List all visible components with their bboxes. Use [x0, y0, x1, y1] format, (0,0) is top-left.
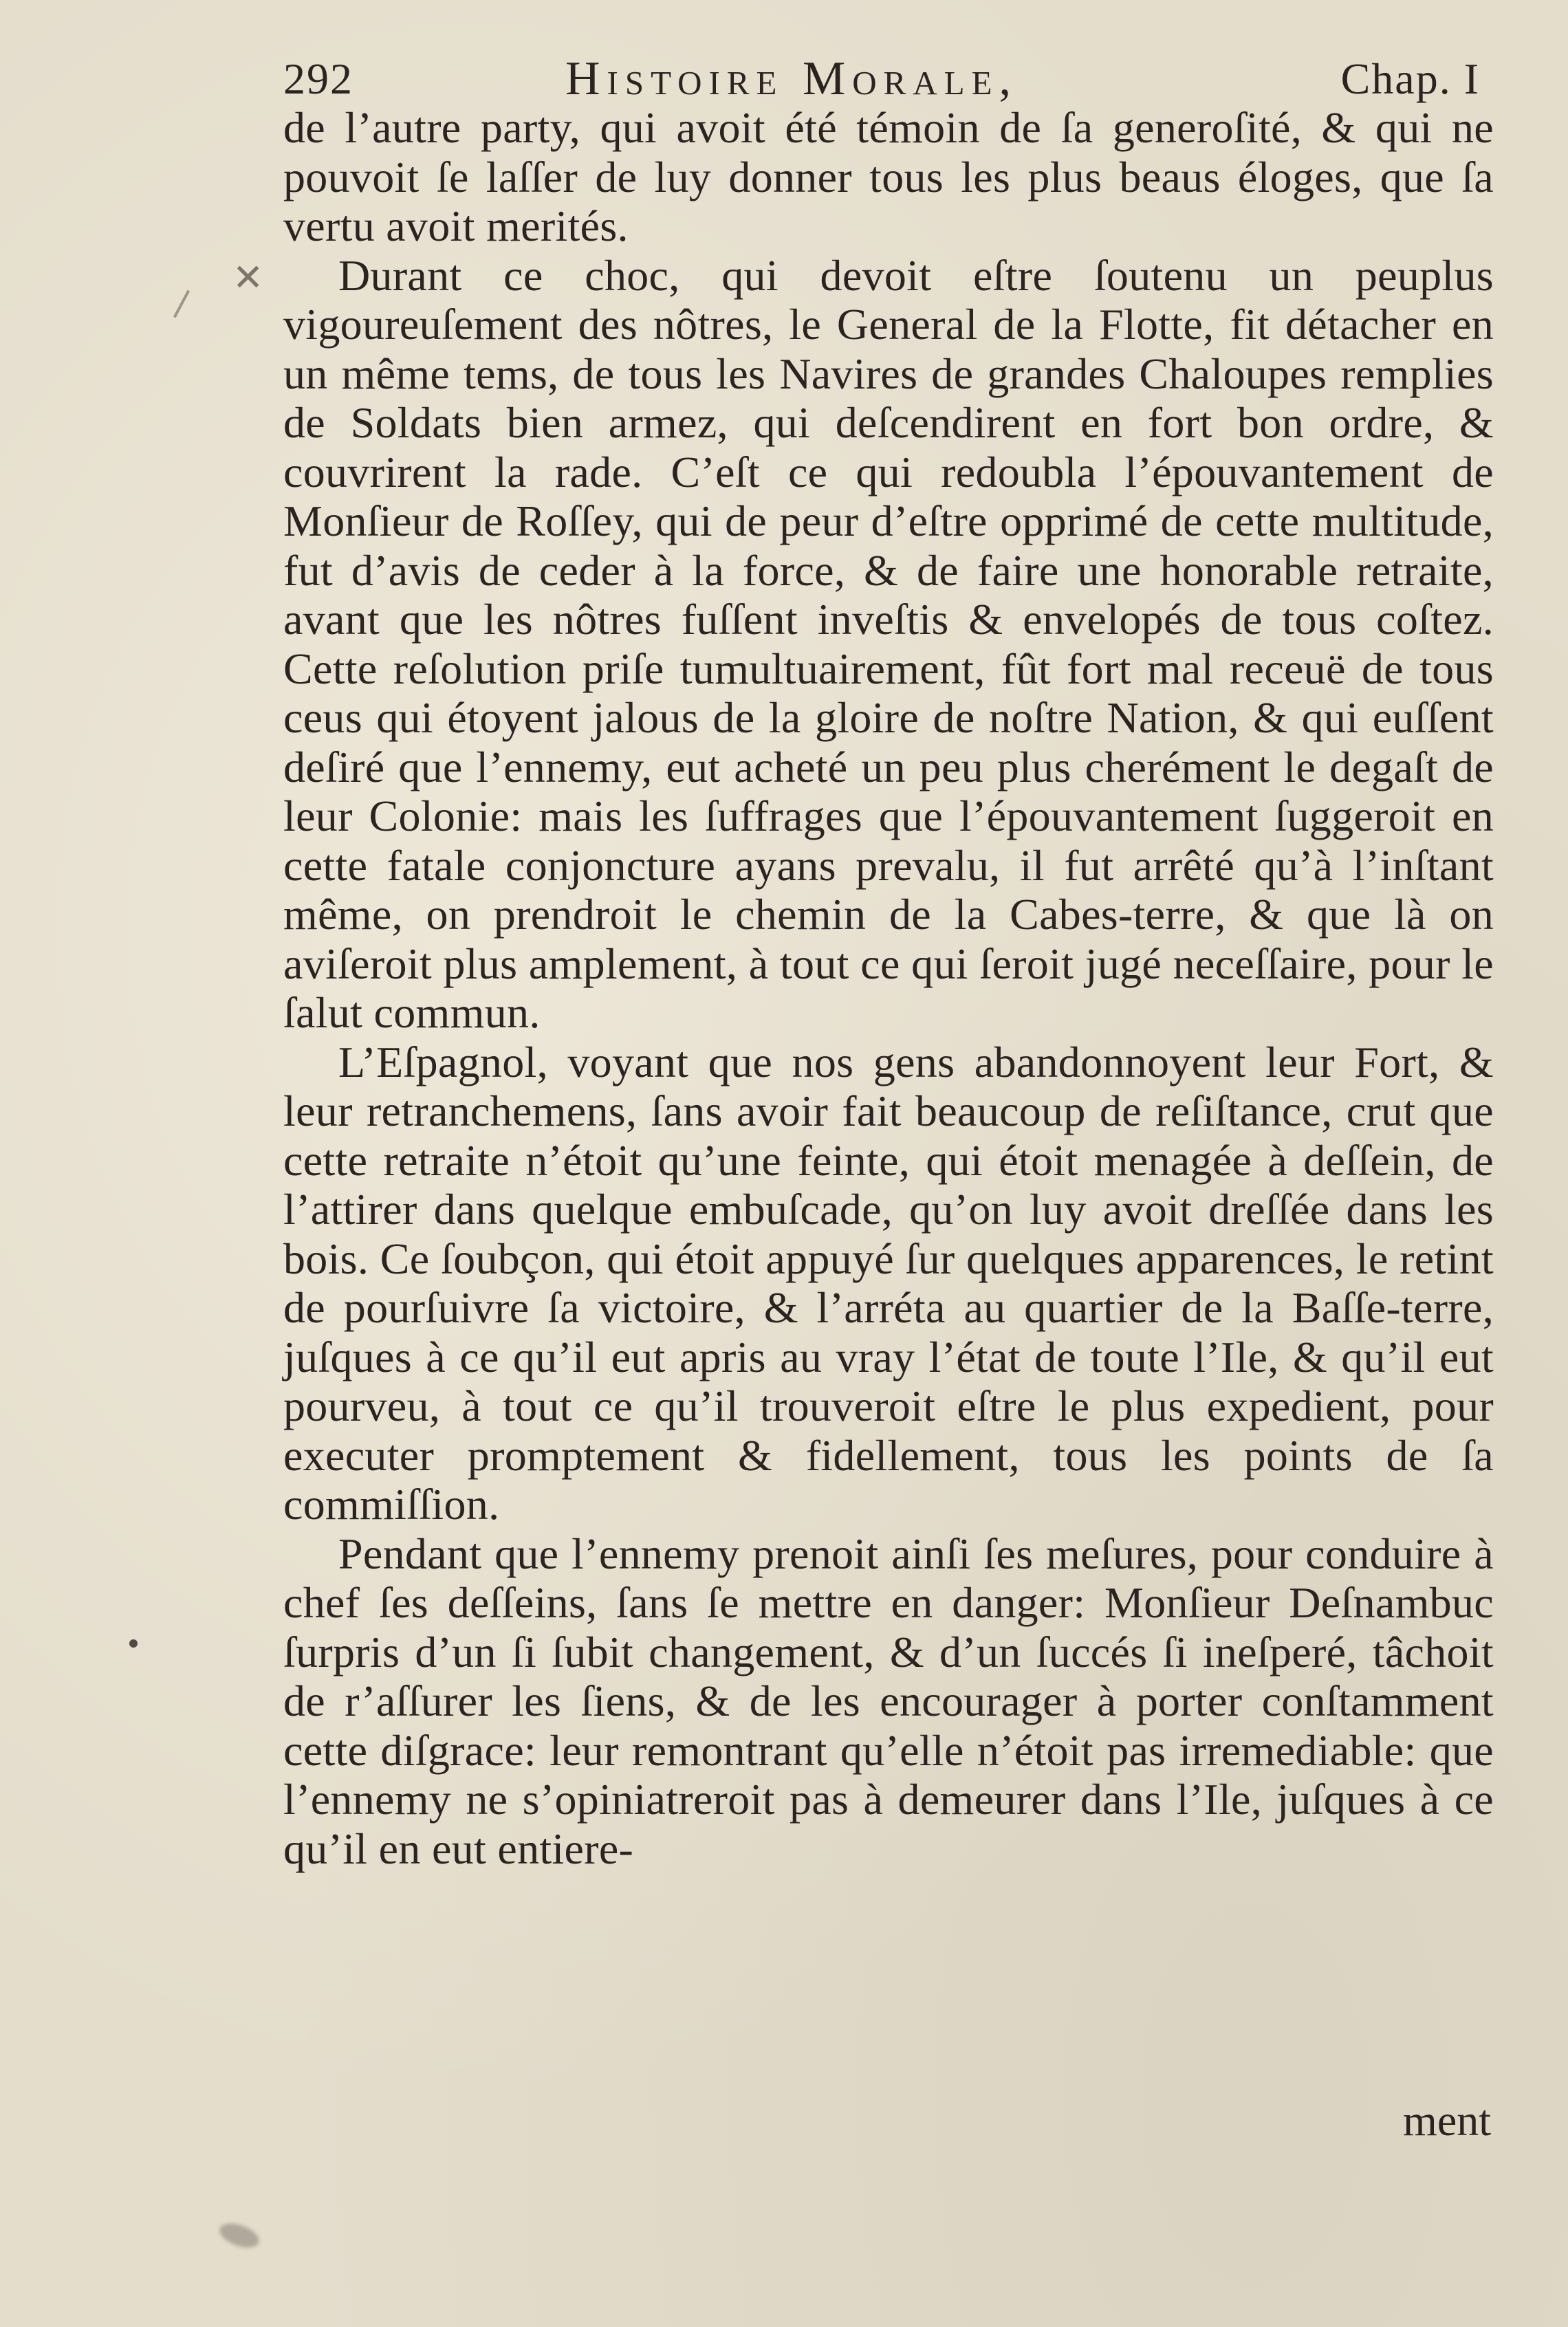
catchword: ment [1403, 2096, 1491, 2145]
paragraph: L’Eſpagnol, voyant que nos gens abandonnoyent leur Fort, & leur retranchemens, ſans avoir fait beaucoup de reſiſtance, crut que cette retraite n’étoit qu’une feinte, qui étoit menagée à deſſein, de l’attirer dans quelque embuſcade, qu’on luy avoit dreſſée dans les bois. Ce ſoubçon, qui étoit appuyé ſur quelques apparences, le retint de pourſuivre ſa victoire, & l’arréta au quartier de la Baſſe-terre, juſques à ce qu’il eut apris au vray l’état de toute l’Ile, & qu’il eut pourveu, à tout ce qu’il trouveroit eſtre le plus expedient, pour executer promptement & fidellement, tous les points de ſa commiſſion. [283, 1037, 1494, 1529]
margin-tick-mark [173, 290, 190, 318]
running-title: Histoire Morale, [565, 52, 1019, 105]
paragraph: Durant ce choc, qui devoit eſtre ſoutenu un peuplus vigoureuſement des nôtres, le General de la Flotte, fit détacher en un même tems, de tous les Navires de grandes Chaloupes remplies de Soldats bien armez, qui deſcendirent en fort bon ordre, & couvrirent la rade. C’eſt ce qui redoubla l’épouvantement de Monſieur de Roſſey, qui de peur d’eſtre opprimé de cette multitude, fut d’avis de ceder à la force, & de faire une honorable retraite, avant que les nôtres fuſſent inveſtis & envelopés de tous coſtez. Cette reſolution priſe tumultuairement, fût fort mal receuë de tous ceus qui étoyent jalous de la gloire de noſtre Nation, & qui euſſent deſiré que l’ennemy, eut acheté un peu plus cherément le degaſt de leur Colonie: mais les ſuffrages que l’épouvantement ſuggeroit en cette fatale conjoncture ayans prevalu, il fut arrêté qu’à l’inſtant même, on prendroit le chemin de la Cabes-terre, & que là on aviſeroit plus amplement, à tout ce qui ſeroit jugé neceſſaire, pour le ſalut commun. [283, 250, 1494, 1037]
margin-cross-mark-icon: ✕ [232, 256, 264, 299]
paragraph-continued: de l’autre party, qui avoit été témoin de ſa generoſité, & qui ne pouvoit ſe laſſer de luy donner tous les plus beaus éloges, que ſa vertu avoit merités. [283, 103, 1494, 250]
paragraph: Pendant que l’ennemy prenoit ainſi ſes meſures, pour conduire à chef ſes deſſeins, ſans ſe mettre en danger: Monſieur Deſnambuc ſurpris d’un ſi ſubit changement, & d’un ſuccés ſi ineſperé, tâchoit de r’aſſurer les ſiens, & de les encourager à porter conſtamment cette diſgrace: leur remontrant qu’elle n’étoit pas irremediable: que l’ennemy ne s’opiniatreroit pas à demeurer dans l’Ile, juſques à ce qu’il en eut entiere- [283, 1529, 1494, 1873]
page-number: 292 [283, 54, 353, 103]
chapter-label: Chap. I [1340, 54, 1480, 103]
ink-smudge [217, 2219, 263, 2253]
margin-ink-dot [129, 1639, 138, 1648]
body-text [283, 103, 1494, 1873]
